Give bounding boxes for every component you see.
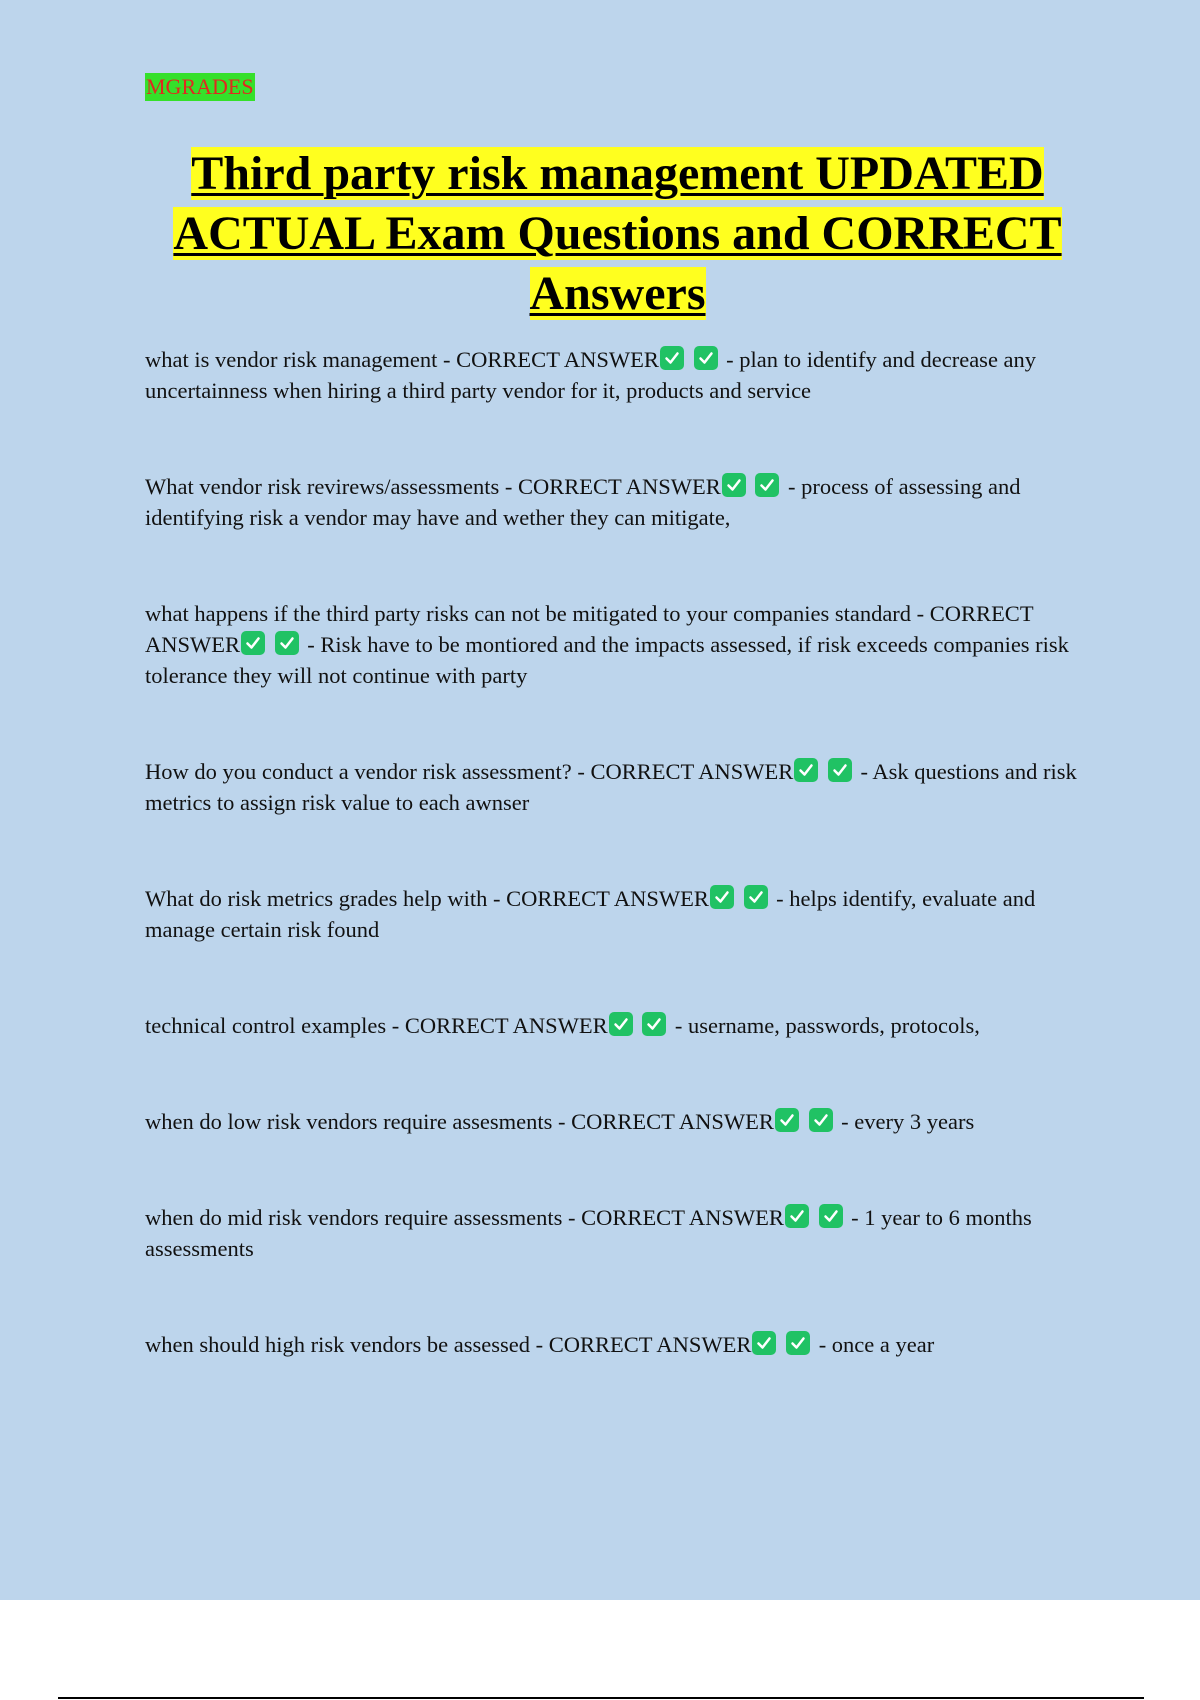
qa-item [145, 1010, 1090, 1041]
checkmark-box-icon [642, 1012, 666, 1036]
checkmark-box-icon [786, 1331, 810, 1355]
footer-divider [58, 1697, 1144, 1699]
qa-list [145, 344, 1090, 1425]
qa-answer: - Ask questions and risk metrics to assign risk value to each awnser [145, 759, 1077, 815]
checkmark-box-icon [241, 631, 265, 655]
qa-item [145, 598, 1090, 691]
qa-question: What do risk metrics grades help with - CORRECT ANSWER [145, 886, 709, 911]
checkmark-box-icon [828, 758, 852, 782]
checkmark-box-icon [710, 885, 734, 909]
qa-item [145, 756, 1090, 818]
qa-answer: - once a year [813, 1332, 935, 1357]
qa-item [145, 1106, 1090, 1137]
checkmark-box-icon [609, 1012, 633, 1036]
qa-answer: - process of assessing and identifying risk a vendor may have and wether they can mitigate, [145, 474, 1021, 530]
qa-answer: - username, passwords, protocols, [669, 1013, 980, 1038]
checkmark-box-icon [722, 473, 746, 497]
qa-answer: - 1 year to 6 months assessments [145, 1205, 1032, 1261]
checkmark-box-icon [755, 473, 779, 497]
qa-question: what happens if the third party risks can not be mitigated to your companies standard - CORRECT ANSWER [145, 601, 1034, 657]
qa-question: when do mid risk vendors require assessments - CORRECT ANSWER [145, 1205, 784, 1230]
qa-item [145, 344, 1090, 406]
checkmark-box-icon [785, 1204, 809, 1228]
qa-item [145, 883, 1090, 945]
qa-item [145, 471, 1090, 533]
qa-question: what is vendor risk management - CORRECT ANSWER [145, 347, 659, 372]
qa-answer: - Risk have to be montiored and the impacts assessed, if risk exceeds companies risk tolerance they will not continue with party [145, 632, 1069, 688]
qa-answer: - every 3 years [835, 1109, 975, 1134]
checkmark-box-icon [744, 885, 768, 909]
checkmark-box-icon [694, 346, 718, 370]
brand-label: MGRADES [146, 74, 254, 99]
checkmark-box-icon [794, 758, 818, 782]
qa-question: when do low risk vendors require assesments - CORRECT ANSWER [145, 1109, 774, 1134]
checkmark-box-icon [752, 1331, 776, 1355]
title-text: Third party risk management UPDATED ACTUAL Exam Questions and CORRECT Answers [173, 147, 1062, 320]
checkmark-box-icon [275, 631, 299, 655]
qa-question: when should high risk vendors be assessed - CORRECT ANSWER [145, 1332, 752, 1357]
checkmark-box-icon [775, 1108, 799, 1132]
qa-answer: - plan to identify and decrease any uncertainness when hiring a third party vendor for it, products and service [145, 347, 1037, 403]
document-title [140, 144, 1095, 324]
checkmark-box-icon [660, 346, 684, 370]
qa-question: technical control examples - CORRECT ANSWER [145, 1013, 608, 1038]
checkmark-box-icon [819, 1204, 843, 1228]
checkmark-box-icon [809, 1108, 833, 1132]
qa-answer: - helps identify, evaluate and manage certain risk found [145, 886, 1036, 942]
qa-question: How do you conduct a vendor risk assessment? - CORRECT ANSWER [145, 759, 794, 784]
qa-item [145, 1202, 1090, 1264]
qa-item [145, 1329, 1090, 1360]
qa-question: What vendor risk revirews/assessments - CORRECT ANSWER [145, 474, 721, 499]
